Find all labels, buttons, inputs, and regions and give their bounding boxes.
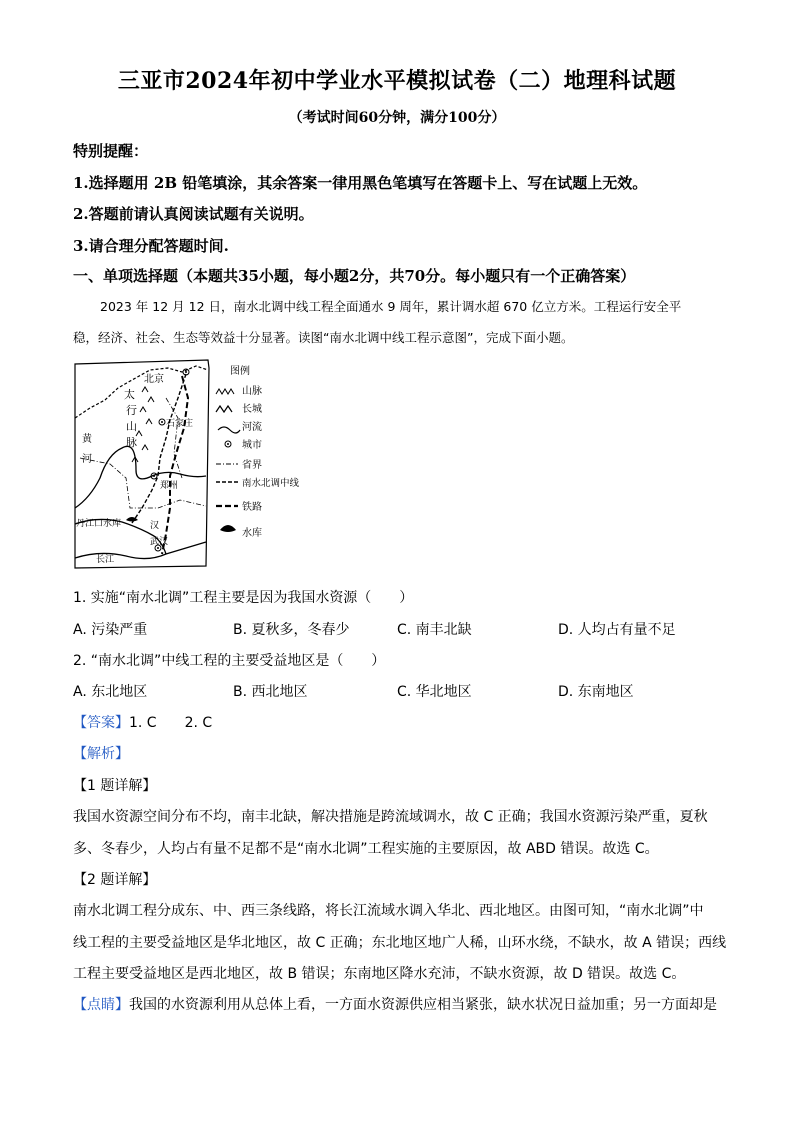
detail-2-line: 线工程的主要受益地区是华北地区，故 C 正确；东北地区地广人稀，山环水绕，不缺水，故 A 错误；西线: [73, 935, 727, 951]
notice-item: 1.选择题用 2B 铅笔填涂，其余答案一律用黑色笔填写在答题卡上、写在试题上无效。: [73, 174, 648, 192]
legend-reservoir: 水库: [242, 528, 262, 539]
legend-city: 城市: [242, 440, 262, 451]
svg-text:行: 行: [126, 404, 137, 417]
map-label-taihang: 太: [124, 388, 135, 401]
map-label-danjiangkou: 丹江口水库: [76, 519, 122, 529]
intro-line: 2023 年 12 月 12 日，南水北调中线工程全面通水 9 周年，累计调水超 670 亿立方米。工程运行安全平: [100, 299, 682, 314]
question-2-option-d[interactable]: D. 东南地区: [558, 684, 634, 700]
svg-text:脉: 脉: [126, 436, 137, 449]
answer-text: 1. C 2. C: [129, 715, 213, 731]
question-1-option-a[interactable]: A. 污染严重: [73, 622, 148, 638]
question-2-option-b[interactable]: B. 西北地区: [233, 684, 308, 700]
answer-row: [73, 712, 212, 732]
question-2-option-a[interactable]: A. 东北地区: [73, 684, 148, 700]
svg-text:山: 山: [126, 420, 137, 433]
map-label-changjiang: 长江: [96, 555, 115, 565]
question-2-stem: 2. “南水北调”中线工程的主要受益地区是（ ）: [73, 653, 386, 669]
intro-line: 稳，经济、社会、生态等效益十分显著。读图“南水北调中线工程示意图”，完成下面小题。: [73, 330, 574, 345]
question-1-stem: 1. 实施“南水北调”工程主要是因为我国水资源（ ）: [73, 590, 414, 606]
detail-2-line: 工程主要受益地区是西北地区，故 B 错误；东南地区降水充沛，不缺水资源，故 D 错误。故选 C。: [73, 966, 686, 982]
detail-1-line: 我国水资源空间分布不均，南丰北缺，解决措施是跨流域调水，故 C 正确；我国水资源污染严重，夏秋: [73, 809, 708, 825]
page-title: 三亚市2024年初中学业水平模拟试卷（二）地理科试题: [117, 68, 677, 94]
legend-mountain: 山脉: [242, 386, 262, 397]
question-2-option-c[interactable]: C. 华北地区: [397, 684, 472, 700]
legend-river: 河流: [242, 422, 262, 433]
legend-province-border: 省界: [242, 460, 262, 471]
notice-item: 2.答题前请认真阅读试题有关说明。: [73, 205, 314, 223]
legend-railway: 铁路: [242, 502, 262, 513]
exam-duration: （考试时间60分钟，满分100分）: [288, 110, 506, 126]
tip-label: 【点睛】: [73, 997, 129, 1013]
notice-heading: 特别提醒：: [73, 142, 149, 160]
question-1-option-c[interactable]: C. 南丰北缺: [397, 622, 472, 638]
map-label-han: 汉: [150, 521, 160, 531]
south-north-water-diversion-map: [70, 358, 320, 570]
map-label-zhengzhou: 郑州: [160, 481, 179, 491]
legend-title: 图例: [230, 366, 250, 377]
detail-2-line: 南水北调工程分成东、中、西三条线路，将长江流域水调入华北、西北地区。由图可知，“南水北调”中: [73, 903, 704, 919]
notice-item: 3.请合理分配答题时间.: [73, 237, 229, 255]
section-heading: 一、单项选择题（本题共35小题，每小题2分，共70分。每小题只有一个正确答案）: [73, 267, 636, 285]
tip-text: 我国的水资源利用从总体上看，一方面水资源供应相当紧张，缺水状况日益加重；另一方面却是: [129, 997, 717, 1013]
legend-middle-route: 南水北调中线: [242, 478, 300, 489]
detail-1-label: 【1 题详解】: [73, 778, 157, 794]
svg-text:河: 河: [82, 454, 92, 465]
question-1-option-b[interactable]: B. 夏秋多，冬春少: [233, 622, 350, 638]
legend-great-wall: 长城: [242, 404, 262, 415]
map-label-huanghe: 黄: [82, 434, 92, 445]
question-1-option-d[interactable]: D. 人均占有量不足: [558, 622, 676, 638]
map-label-shijiazhuang: 石家庄: [166, 419, 194, 429]
map-label-beijing: 北京: [144, 374, 164, 385]
detail-2-label: 【2 题详解】: [73, 872, 157, 888]
analysis-label: 【解析】: [73, 746, 129, 762]
tip-row: [73, 994, 717, 1014]
answer-label: 【答案】: [73, 715, 129, 731]
map-label-wuhan: 武汉: [150, 537, 169, 547]
detail-1-line: 多、冬春少，人均占有量不足都不是“南水北调”工程实施的主要原因，故 ABD 错误。故选 C。: [73, 841, 659, 857]
